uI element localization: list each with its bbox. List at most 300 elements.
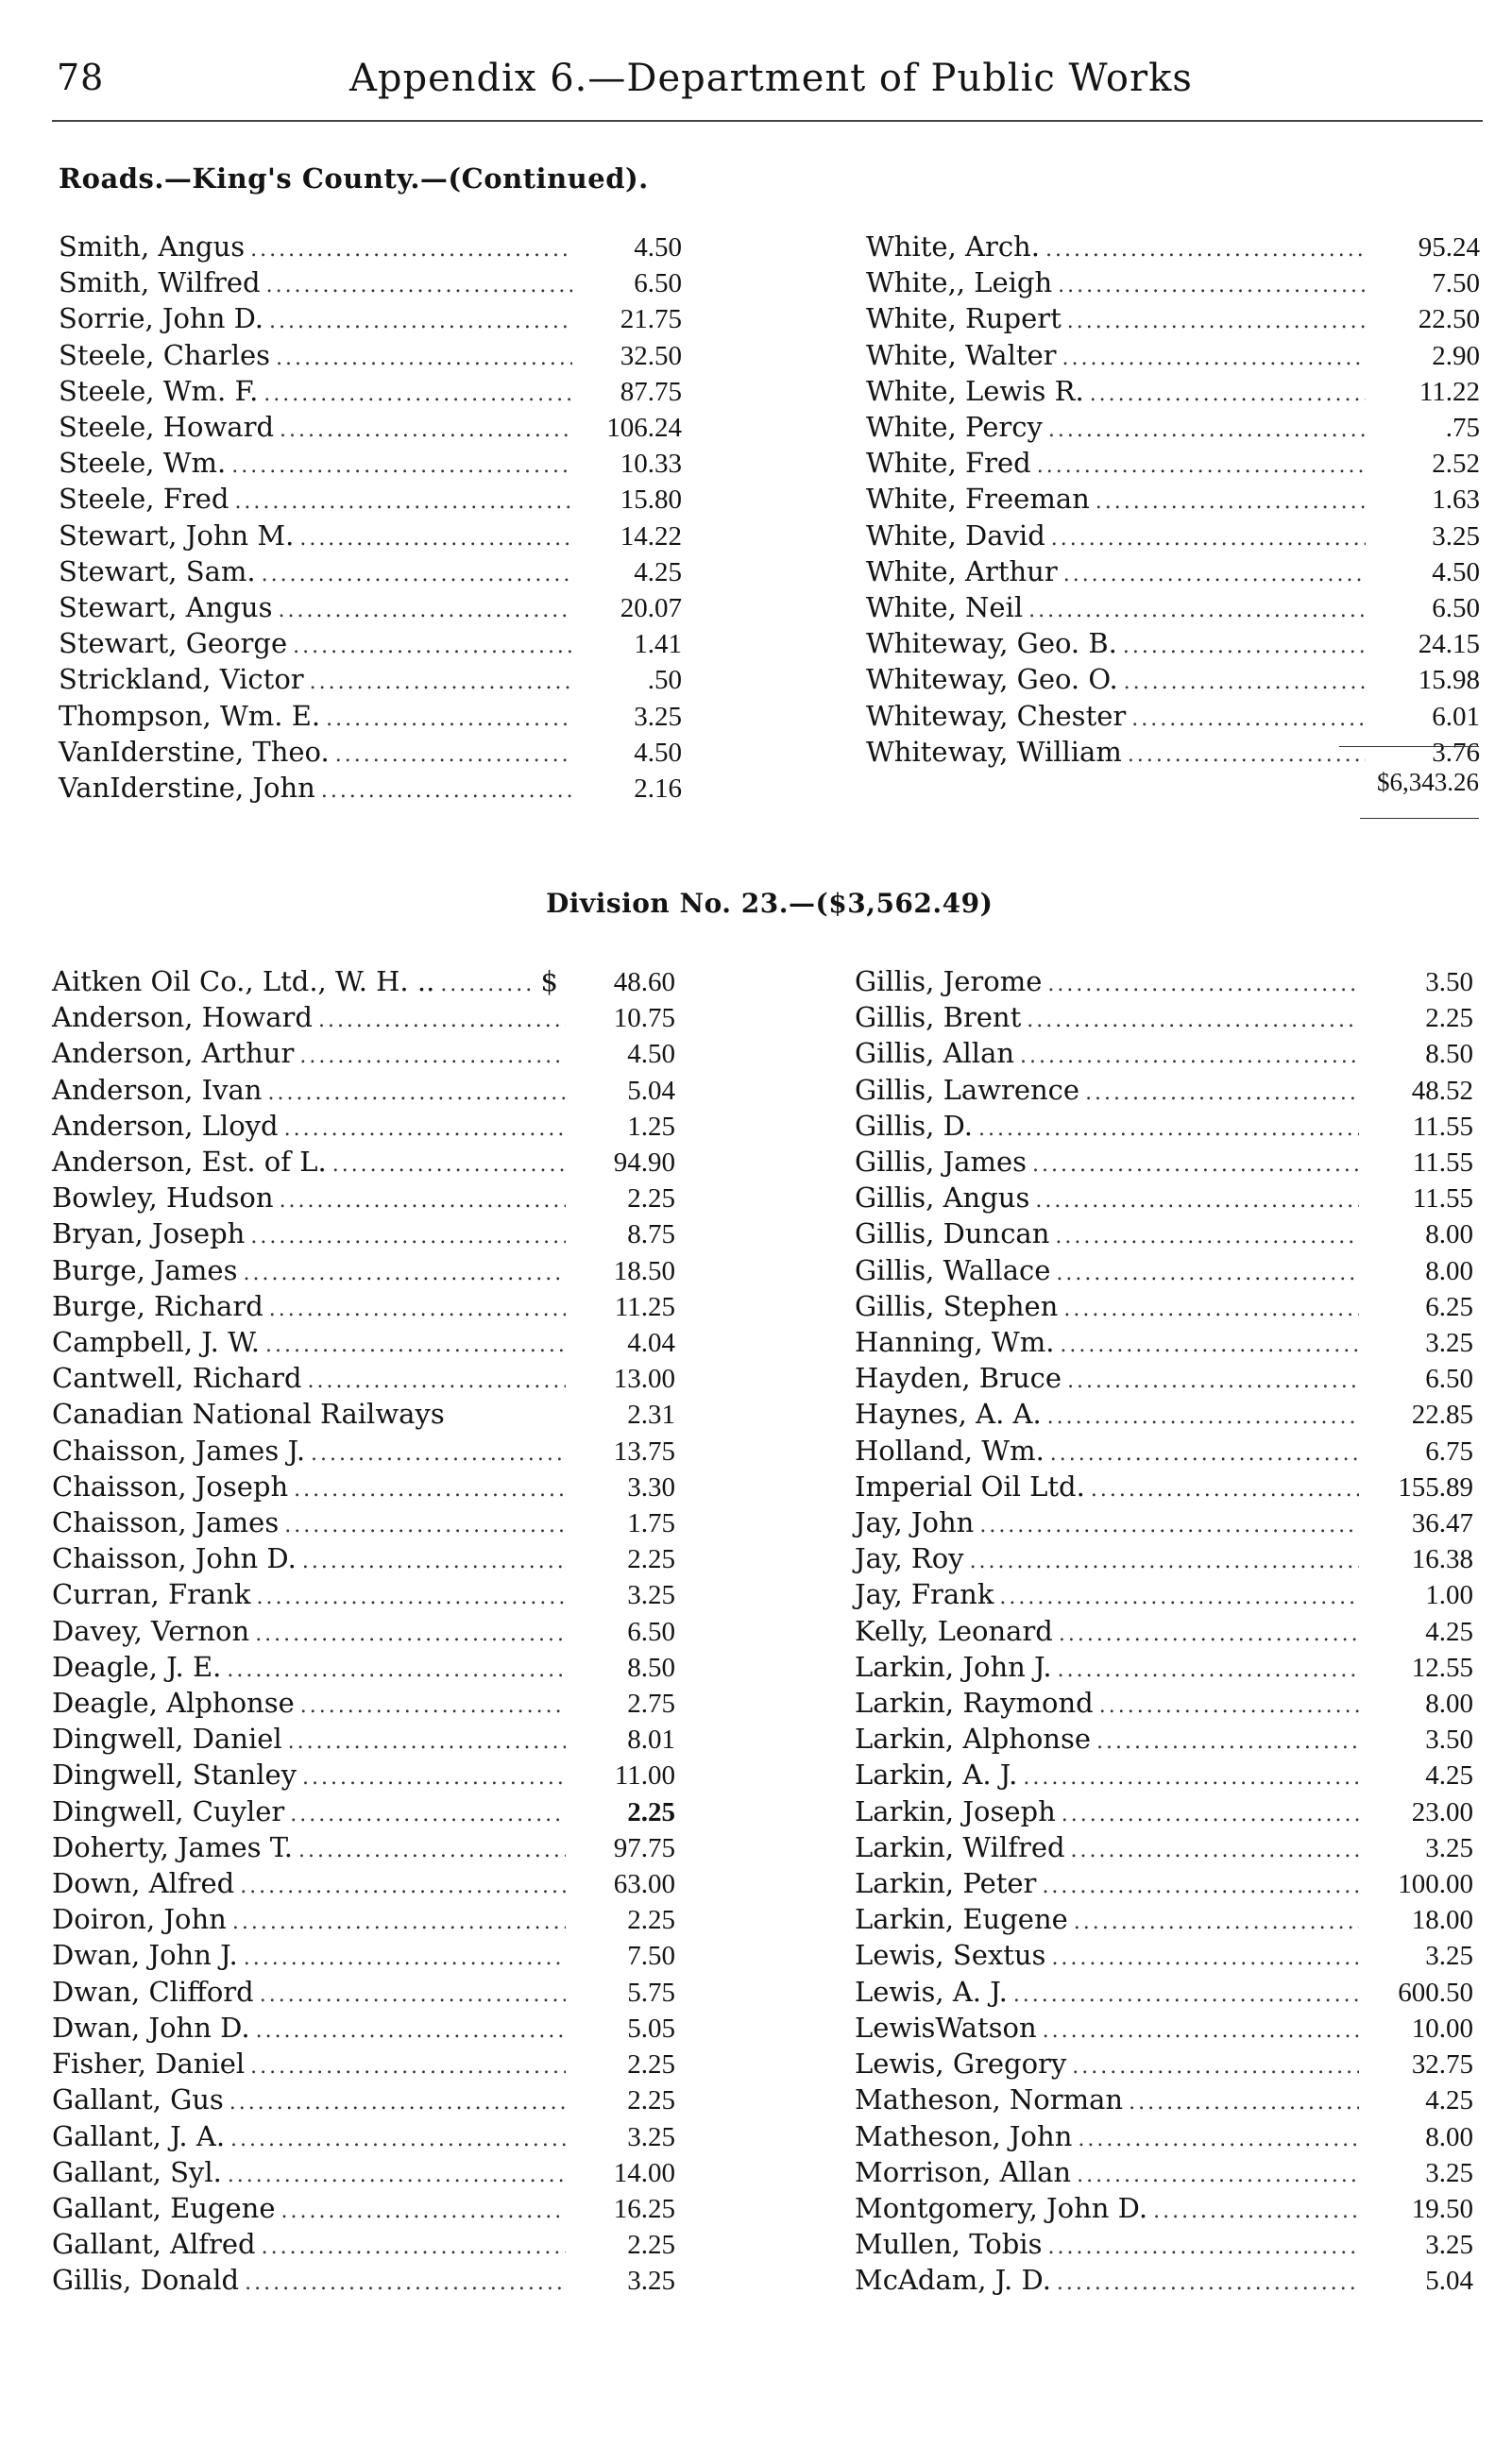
payment-amount: 8.50 bbox=[627, 1652, 675, 1683]
payment-amount: 4.50 bbox=[634, 737, 682, 768]
payee-name: Steele, Wm. bbox=[59, 447, 227, 480]
ledger-row bbox=[866, 411, 1480, 447]
payee-name: Kelly, Leonard bbox=[855, 1614, 1053, 1647]
payee-name: Anderson, Lloyd bbox=[52, 1109, 279, 1142]
dot-leader bbox=[228, 2159, 566, 2192]
ledger-row bbox=[855, 1939, 1473, 1975]
payee-name: Chaisson, Joseph bbox=[52, 1470, 289, 1503]
payee-name: Strickland, Victor bbox=[59, 663, 304, 696]
payment-amount: 5.75 bbox=[627, 1977, 675, 2008]
dot-leader bbox=[266, 269, 572, 302]
payee-name: Thompson, Wm. E. bbox=[59, 699, 321, 732]
ledger-row bbox=[866, 663, 1480, 699]
dot-leader bbox=[978, 1113, 1359, 1146]
payment-amount: 18.50 bbox=[613, 1255, 675, 1286]
dot-leader bbox=[1050, 1437, 1359, 1470]
ledger-row bbox=[59, 700, 682, 736]
ledger-row bbox=[52, 1326, 675, 1362]
payment-amount: 6.50 bbox=[1432, 593, 1480, 624]
payment-amount: 20.07 bbox=[620, 593, 682, 624]
dot-leader bbox=[265, 1329, 566, 1362]
ledger-row bbox=[59, 591, 682, 627]
payee-name: Gillis, Jerome bbox=[855, 965, 1043, 997]
roads-left-column bbox=[59, 230, 682, 807]
payment-amount: 13.75 bbox=[613, 1436, 675, 1467]
dot-leader bbox=[1032, 1148, 1359, 1181]
payee-name: Davey, Vernon bbox=[52, 1614, 250, 1647]
ledger-row bbox=[59, 772, 682, 807]
dot-leader bbox=[279, 594, 573, 627]
payment-amount: 6.25 bbox=[1425, 1291, 1473, 1322]
ledger-row bbox=[52, 2264, 675, 2300]
payment-amount: 63.00 bbox=[613, 1869, 675, 1900]
payment-amount: 8.50 bbox=[1425, 1039, 1473, 1070]
payment-amount: 15.80 bbox=[620, 484, 682, 516]
dot-leader bbox=[280, 1184, 566, 1217]
payee-name: Dwan, John D. bbox=[52, 2011, 250, 2044]
ledger-row bbox=[855, 1723, 1473, 1759]
payment-amount: 106.24 bbox=[606, 413, 682, 444]
payment-amount: 2.25 bbox=[1425, 1003, 1473, 1034]
payee-name: Smith, Angus bbox=[59, 230, 246, 263]
payment-amount: 3.25 bbox=[1432, 520, 1480, 552]
payee-name: Burge, Richard bbox=[52, 1289, 263, 1322]
payee-name: Doherty, James T. bbox=[52, 1830, 294, 1863]
ledger-row bbox=[866, 302, 1480, 338]
dot-leader bbox=[230, 2123, 566, 2156]
payee-name: Larkin, Joseph bbox=[855, 1794, 1056, 1827]
ledger-row bbox=[59, 627, 682, 663]
dot-leader bbox=[1013, 1979, 1359, 2012]
payment-amount: 24.15 bbox=[1418, 629, 1480, 660]
dot-leader bbox=[311, 1437, 566, 1470]
payment-amount: 3.30 bbox=[627, 1471, 675, 1503]
ledger-row bbox=[59, 447, 682, 483]
payment-amount: 48.52 bbox=[1411, 1075, 1473, 1106]
dot-leader bbox=[1023, 1761, 1359, 1794]
payment-amount: 48.60 bbox=[613, 967, 675, 997]
dot-leader bbox=[1020, 1040, 1359, 1073]
header-rule bbox=[52, 120, 1483, 122]
payee-name: Hanning, Wm. bbox=[855, 1326, 1055, 1359]
payment-amount: 15.98 bbox=[1418, 665, 1480, 696]
dot-leader bbox=[231, 450, 572, 483]
dot-leader bbox=[244, 1942, 566, 1975]
payment-amount: 1.41 bbox=[634, 629, 682, 660]
dot-leader bbox=[299, 522, 572, 555]
ledger-row bbox=[855, 1687, 1473, 1723]
dot-leader bbox=[267, 1077, 566, 1110]
ledger-row bbox=[52, 1867, 675, 1903]
payee-name: Matheson, John bbox=[855, 2119, 1073, 2152]
payment-amount: 7.50 bbox=[1432, 268, 1480, 299]
payment-amount: 8.00 bbox=[1425, 1255, 1473, 1286]
dot-leader bbox=[1035, 1184, 1359, 1217]
payment-amount: 3.25 bbox=[1425, 1328, 1473, 1359]
dot-leader bbox=[1063, 558, 1366, 591]
ledger-row bbox=[52, 1759, 675, 1794]
payment-amount: 95.24 bbox=[1418, 232, 1480, 263]
payee-name: White, Lewis R. bbox=[866, 374, 1084, 407]
dot-leader bbox=[302, 1545, 566, 1578]
ledger-row bbox=[855, 1074, 1473, 1110]
ledger-row bbox=[855, 1759, 1473, 1794]
payee-name: Burge, James bbox=[52, 1253, 238, 1286]
payment-amount: 2.31 bbox=[627, 1400, 675, 1431]
payment-amount: 32.50 bbox=[620, 340, 682, 371]
payment-amount: 94.90 bbox=[613, 1147, 675, 1179]
payee-name: Steele, Howard bbox=[59, 411, 275, 444]
payee-name: Steele, Charles bbox=[59, 338, 271, 371]
ledger-row bbox=[52, 1795, 675, 1831]
dot-leader bbox=[1129, 2086, 1359, 2119]
dot-leader bbox=[243, 1257, 566, 1290]
dot-leader bbox=[1058, 269, 1366, 302]
dot-leader bbox=[1067, 305, 1366, 338]
payee-name: Steele, Fred bbox=[59, 483, 229, 516]
ledger-row bbox=[59, 411, 682, 447]
dot-leader bbox=[284, 1113, 566, 1146]
payee-name: Gillis, Wallace bbox=[855, 1253, 1051, 1286]
payment-amount: 10.75 bbox=[613, 1003, 675, 1034]
payment-amount: 36.47 bbox=[1411, 1508, 1473, 1539]
payment-amount: 2.25 bbox=[627, 1544, 675, 1575]
dot-leader bbox=[1043, 2014, 1359, 2048]
payment-amount: 10.00 bbox=[1411, 2013, 1473, 2044]
payment-amount: 1.63 bbox=[1432, 484, 1480, 516]
ledger-row bbox=[855, 2120, 1473, 2156]
ledger-row bbox=[855, 1290, 1473, 1326]
payee-name: Chaisson, James J. bbox=[52, 1434, 306, 1467]
payment-amount: 3.25 bbox=[627, 2121, 675, 2152]
payee-name: Anderson, Ivan bbox=[52, 1073, 263, 1106]
payee-name: Holland, Wm. bbox=[855, 1434, 1045, 1467]
dot-leader bbox=[262, 558, 572, 591]
payment-amount: 4.25 bbox=[1425, 1760, 1473, 1792]
payee-name: Campbell, J. W. bbox=[52, 1326, 261, 1359]
payee-name: Smith, Wilfred bbox=[59, 266, 261, 299]
ledger-row bbox=[855, 2156, 1473, 2192]
section-heading: Roads.—King's County.—(Continued). bbox=[59, 162, 649, 195]
payee-name: Whiteway, Geo. O. bbox=[866, 663, 1118, 696]
ledger-row bbox=[855, 1254, 1473, 1290]
payment-amount: 14.22 bbox=[620, 520, 682, 552]
payment-amount: 155.89 bbox=[1398, 1471, 1473, 1503]
payment-amount: 7.50 bbox=[627, 1941, 675, 1972]
ledger-row bbox=[59, 339, 682, 375]
dot-leader bbox=[280, 414, 572, 447]
payee-name: Whiteway, Geo. B. bbox=[866, 627, 1117, 660]
dot-leader bbox=[1096, 485, 1366, 518]
payee-name: White, Neil bbox=[866, 591, 1024, 624]
ledger-row bbox=[855, 1326, 1473, 1362]
dot-leader bbox=[245, 2267, 566, 2300]
payment-amount: 6.50 bbox=[634, 268, 682, 299]
ledger-row bbox=[52, 965, 675, 1001]
ledger-row bbox=[855, 1110, 1473, 1146]
payment-amount: 3.25 bbox=[1425, 2157, 1473, 2188]
ledger-row bbox=[855, 1362, 1473, 1398]
payment-amount: 1.75 bbox=[627, 1508, 675, 1539]
dot-leader bbox=[1045, 233, 1366, 266]
ledger-row bbox=[59, 555, 682, 591]
payment-amount: 16.38 bbox=[1411, 1544, 1473, 1575]
ledger-row bbox=[866, 266, 1480, 302]
dot-leader bbox=[1091, 1473, 1359, 1506]
ledger-row bbox=[855, 1651, 1473, 1687]
dot-leader bbox=[335, 739, 572, 772]
payee-name: Gallant, J. A. bbox=[52, 2119, 226, 2152]
dot-leader bbox=[1055, 1220, 1359, 1253]
roads-right-column bbox=[866, 230, 1480, 772]
payee-name: Larkin, Peter bbox=[855, 1867, 1037, 1900]
ledger-row bbox=[52, 1074, 675, 1110]
ledger-row bbox=[52, 1435, 675, 1470]
payee-name: Hayden, Bruce bbox=[855, 1362, 1062, 1395]
dot-leader bbox=[262, 2231, 566, 2264]
ledger-row bbox=[52, 1001, 675, 1037]
payment-amount: 6.50 bbox=[627, 1616, 675, 1647]
payment-amount: 3.25 bbox=[634, 701, 682, 732]
payment-amount: 4.50 bbox=[1432, 556, 1480, 587]
ledger-row bbox=[855, 1181, 1473, 1217]
payee-name: Doiron, John bbox=[52, 1903, 227, 1936]
payee-name: Dingwell, Cuyler bbox=[52, 1794, 285, 1827]
ledger-row bbox=[866, 230, 1480, 266]
dot-leader bbox=[256, 2014, 566, 2048]
payment-amount: .75 bbox=[1445, 413, 1480, 444]
dot-leader bbox=[250, 2050, 566, 2083]
ledger-row bbox=[866, 483, 1480, 518]
ledger-row bbox=[855, 1398, 1473, 1434]
dot-leader bbox=[1090, 378, 1366, 411]
dot-leader bbox=[250, 1220, 566, 1253]
payment-amount: 3.25 bbox=[627, 1580, 675, 1611]
payee-name: Imperial Oil Ltd. bbox=[855, 1470, 1085, 1503]
ledger-row bbox=[855, 1001, 1473, 1037]
dot-leader bbox=[1047, 1401, 1359, 1434]
ledger-row bbox=[52, 1470, 675, 1506]
payment-amount: 19.50 bbox=[1411, 2193, 1473, 2224]
ledger-row bbox=[866, 375, 1480, 411]
dot-leader bbox=[979, 1509, 1359, 1542]
ledger-row bbox=[52, 1506, 675, 1542]
ledger-row bbox=[52, 2156, 675, 2192]
dot-leader bbox=[1077, 2159, 1359, 2192]
dot-leader bbox=[1099, 1690, 1359, 1723]
ledger-row bbox=[855, 2012, 1473, 2048]
payment-amount: .50 bbox=[647, 665, 682, 696]
payee-name: White,, Leigh bbox=[866, 266, 1053, 299]
payment-amount: 8.00 bbox=[1425, 1219, 1473, 1250]
payment-amount: 2.25 bbox=[627, 1905, 675, 1936]
payee-name: Whiteway, Chester bbox=[866, 699, 1127, 732]
ledger-row bbox=[52, 1976, 675, 2012]
payee-name: Gillis, Duncan bbox=[855, 1217, 1050, 1250]
dot-leader bbox=[1128, 739, 1366, 772]
payment-amount: 8.01 bbox=[627, 1725, 675, 1756]
dot-leader bbox=[227, 1654, 566, 1687]
payment-amount: 5.04 bbox=[1425, 2266, 1473, 2297]
payee-name: Lewis, Sextus bbox=[855, 1939, 1046, 1972]
payee-name: White, Fred bbox=[866, 447, 1031, 480]
ledger-row bbox=[52, 1542, 675, 1578]
division-right-column bbox=[855, 965, 1473, 2301]
ledger-row bbox=[866, 700, 1480, 736]
payment-amount: 2.16 bbox=[634, 773, 682, 805]
payee-name: Gillis, Brent bbox=[855, 1001, 1022, 1034]
ledger-row bbox=[855, 1903, 1473, 1939]
dot-leader bbox=[260, 1979, 566, 2012]
ledger-row bbox=[59, 519, 682, 555]
ledger-row bbox=[855, 965, 1473, 1001]
dot-leader bbox=[1028, 594, 1366, 627]
dot-leader bbox=[293, 630, 572, 663]
payee-name: Gallant, Syl. bbox=[52, 2155, 222, 2188]
dot-leader bbox=[1037, 450, 1366, 483]
dot-leader bbox=[440, 968, 535, 1001]
payee-name: Mullen, Tobis bbox=[855, 2228, 1043, 2261]
payment-amount: 4.25 bbox=[1425, 2085, 1473, 2116]
payment-amount: 8.00 bbox=[1425, 1689, 1473, 1720]
ledger-row bbox=[52, 2048, 675, 2083]
ledger-row bbox=[855, 1217, 1473, 1253]
payee-name: Gillis, D. bbox=[855, 1109, 974, 1142]
payment-amount: 2.25 bbox=[627, 2049, 675, 2081]
payee-name: Larkin, A. J. bbox=[855, 1759, 1018, 1792]
payment-amount: 4.50 bbox=[634, 232, 682, 263]
payee-name: Chaisson, John D. bbox=[52, 1542, 297, 1575]
payment-amount: 11.55 bbox=[1412, 1111, 1473, 1142]
dot-leader bbox=[269, 1293, 566, 1326]
payment-amount: 4.04 bbox=[627, 1328, 675, 1359]
dot-leader bbox=[1074, 1906, 1359, 1939]
dot-leader bbox=[1060, 1329, 1359, 1362]
payee-name: Haynes, A. A. bbox=[855, 1398, 1042, 1431]
payment-amount: 11.55 bbox=[1412, 1183, 1473, 1215]
payee-name: Lewis, Gregory bbox=[855, 2048, 1067, 2081]
payment-amount: 22.85 bbox=[1411, 1400, 1473, 1431]
ledger-row bbox=[52, 1037, 675, 1073]
payment-amount: 87.75 bbox=[620, 376, 682, 407]
payment-amount: 18.00 bbox=[1411, 1905, 1473, 1936]
ledger-row bbox=[52, 1939, 675, 1975]
payee-name: Deagle, Alphonse bbox=[52, 1687, 295, 1720]
payee-name: Aitken Oil Co., Ltd., W. H. .. bbox=[52, 965, 435, 997]
ledger-row bbox=[855, 2048, 1473, 2083]
ledger-row bbox=[866, 519, 1480, 555]
ledger-row bbox=[52, 1398, 675, 1434]
ledger-row bbox=[866, 555, 1480, 591]
ledger-row bbox=[52, 1290, 675, 1326]
division-heading: Division No. 23.—($3,562.49) bbox=[546, 888, 994, 919]
page-number: 78 bbox=[57, 57, 105, 98]
payee-name: Anderson, Arthur bbox=[52, 1037, 295, 1070]
payee-name: Larkin, John J. bbox=[855, 1650, 1052, 1683]
dot-leader bbox=[1062, 342, 1366, 375]
dot-leader bbox=[269, 305, 572, 338]
payee-name: Gillis, Allan bbox=[855, 1037, 1015, 1070]
payment-amount: 12.55 bbox=[1411, 1652, 1473, 1683]
payee-name: Curran, Frank bbox=[52, 1578, 251, 1611]
payee-name: Stewart, Angus bbox=[59, 591, 273, 624]
payment-amount: 4.50 bbox=[627, 1039, 675, 1070]
dot-leader bbox=[332, 1148, 566, 1181]
payment-amount: 3.25 bbox=[1425, 2230, 1473, 2261]
dot-leader bbox=[970, 1545, 1359, 1578]
ledger-row bbox=[866, 591, 1480, 627]
ledger-row bbox=[855, 1470, 1473, 1506]
dot-leader bbox=[1096, 1725, 1359, 1759]
dot-leader bbox=[1072, 2050, 1359, 2083]
dot-leader bbox=[310, 666, 572, 699]
ledger-row bbox=[52, 1651, 675, 1687]
payment-amount: 3.25 bbox=[627, 2266, 675, 2297]
payee-name: Whiteway, William bbox=[866, 735, 1122, 768]
roads-total: $6,343.26 bbox=[1377, 768, 1479, 796]
payment-amount: 14.00 bbox=[613, 2157, 675, 2188]
dot-leader bbox=[1153, 2195, 1359, 2228]
total-rule-bottom bbox=[1360, 818, 1479, 819]
ledger-row bbox=[52, 1578, 675, 1614]
payment-amount: 1.25 bbox=[627, 1111, 675, 1142]
payee-name: Gillis, Lawrence bbox=[855, 1073, 1080, 1106]
payee-name: Gillis, Donald bbox=[52, 2264, 240, 2297]
ledger-row bbox=[59, 375, 682, 411]
dot-leader bbox=[1047, 968, 1359, 1001]
payment-amount: 11.22 bbox=[1419, 376, 1480, 407]
ledger-row bbox=[52, 1181, 675, 1217]
payment-amount: 22.50 bbox=[1418, 304, 1480, 335]
payee-name: Stewart, George bbox=[59, 627, 288, 660]
ledger-row bbox=[59, 483, 682, 518]
payment-amount: 8.75 bbox=[627, 1219, 675, 1250]
payment-amount: 5.05 bbox=[627, 2013, 675, 2044]
payee-name: Larkin, Eugene bbox=[855, 1903, 1068, 1936]
ledger-row bbox=[52, 1362, 675, 1398]
dot-leader bbox=[1085, 1077, 1359, 1110]
payee-name: Gallant, Gus bbox=[52, 2083, 224, 2116]
payee-name: White, Walter bbox=[866, 338, 1057, 371]
ledger-row bbox=[855, 1615, 1473, 1651]
payee-name: Chaisson, James bbox=[52, 1506, 280, 1539]
dot-leader bbox=[1123, 630, 1366, 663]
payee-name: Dingwell, Stanley bbox=[52, 1759, 297, 1792]
payee-name: Gillis, Angus bbox=[855, 1181, 1030, 1215]
dot-leader bbox=[1071, 1834, 1359, 1867]
payee-name: Down, Alfred bbox=[52, 1867, 235, 1900]
payee-name: Larkin, Alphonse bbox=[855, 1723, 1092, 1756]
dot-leader bbox=[255, 1618, 566, 1651]
ledger-row bbox=[52, 1615, 675, 1651]
payment-amount: 1.00 bbox=[1425, 1580, 1473, 1611]
ledger-row bbox=[52, 1217, 675, 1253]
payee-name: White, Percy bbox=[866, 411, 1043, 444]
payee-name: Anderson, Howard bbox=[52, 1001, 313, 1034]
payment-amount: 6.75 bbox=[1425, 1436, 1473, 1467]
ledger-row bbox=[855, 1831, 1473, 1867]
page-header bbox=[57, 57, 1483, 113]
ledger-row bbox=[855, 1867, 1473, 1903]
ledger-row bbox=[855, 2192, 1473, 2228]
ledger-row bbox=[59, 736, 682, 772]
dot-leader bbox=[280, 2195, 566, 2228]
ledger-row bbox=[855, 1146, 1473, 1181]
payee-name: Stewart, Sam. bbox=[59, 554, 256, 587]
ledger-row bbox=[855, 1542, 1473, 1578]
payee-name: Sorrie, John D. bbox=[59, 302, 264, 335]
payee-name: Gallant, Eugene bbox=[52, 2191, 276, 2224]
